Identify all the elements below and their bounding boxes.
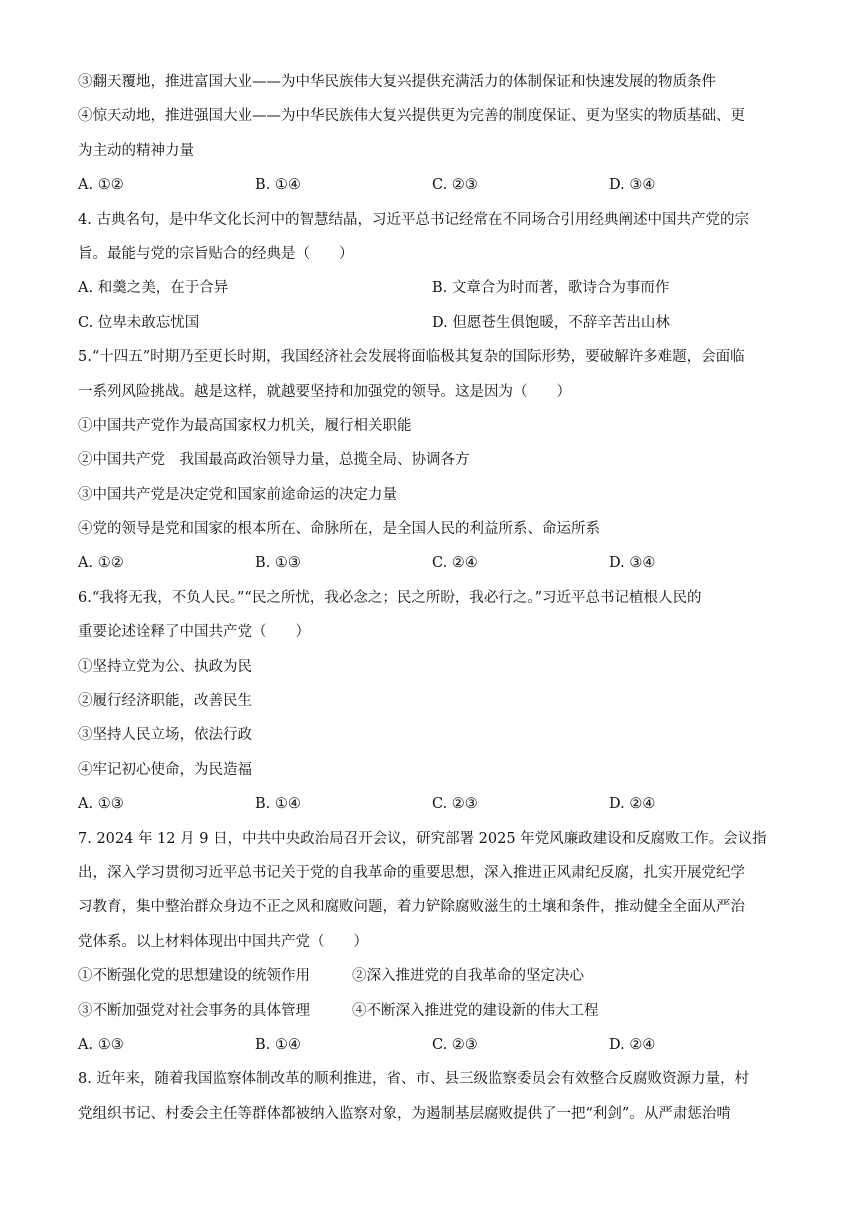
q3-option-a[interactable]: A. ①② <box>78 177 124 194</box>
q5-option-c[interactable]: C. ②④ <box>432 555 478 572</box>
q7-stem-cont-2: 习教育，集中整治群众身边不正之风和腐败问题，着力铲除腐败滋生的土壤和条件，推动健全全面从严治 <box>78 899 745 916</box>
q7-options <box>78 1033 786 1067</box>
q7-statement-3: ③不断加强党对社会事务的具体管理 <box>78 1002 310 1019</box>
q3-option-c[interactable]: C. ②③ <box>432 177 478 194</box>
q6-stem-cont: 重要论述诠释了中国共产党（ ） <box>78 624 310 641</box>
q5-statement-3: ③中国共产党是决定党和国家前途命运的决定力量 <box>78 486 397 503</box>
q3-options <box>78 173 786 207</box>
q6-statement-3: ③坚持人民立场，依法行政 <box>78 727 252 744</box>
q4-stem-cont: 旨。最能与党的宗旨贴合的经典是（ ） <box>78 245 354 262</box>
q3-option-b[interactable]: B. ①④ <box>255 177 301 194</box>
q5-stem-cont: 一系列风险挑战。越是这样，就越要坚持和加强党的领导。这是因为（ ） <box>78 383 571 400</box>
q5-statement-1: ①中国共产党作为最高国家权力机关，履行相关职能 <box>78 417 412 434</box>
q7-option-c[interactable]: C. ②③ <box>432 1036 478 1053</box>
q5-option-d[interactable]: D. ③④ <box>609 555 656 572</box>
q6-option-a[interactable]: A. ①③ <box>78 796 124 813</box>
q7-statement-4: ④不断深入推进党的建设新的伟大工程 <box>352 1002 599 1019</box>
q4-options-row1 <box>78 276 786 310</box>
q5-statement-4: ④党的领导是党和国家的根本所在、命脉所在，是全国人民的利益所系、命运所系 <box>78 521 600 538</box>
q6-statement-1: ①坚持立党为公、执政为民 <box>78 658 252 675</box>
q5-options <box>78 551 786 585</box>
q6-option-c[interactable]: C. ②③ <box>432 796 478 813</box>
q6-stem: 6.“我将无我，不负人民。”“民之所忧，我必念之；民之所盼，我必行之。”习近平总书记植根人民的 <box>78 589 702 606</box>
q6-option-b[interactable]: B. ①④ <box>255 796 301 813</box>
q6-option-d[interactable]: D. ②④ <box>609 796 656 813</box>
q4-option-c[interactable]: C. 位卑未敢忘忧国 <box>78 314 200 331</box>
q5-statement-2: ②中国共产党 我国最高政治领导力量，总揽全局、协调各方 <box>78 452 470 469</box>
exam-page <box>78 70 786 1136</box>
q3-statement-4-cont: 为主动的精神力量 <box>78 142 194 159</box>
q8-stem: 8. 近年来，随着我国监察体制改革的顺利推进，省、市、县三级监察委员会有效整合反腐败资源力量，村 <box>78 1071 749 1088</box>
q7-option-a[interactable]: A. ①③ <box>78 1036 124 1053</box>
q4-option-b[interactable]: B. 文章合为时而著，歌诗合为事而作 <box>432 280 670 297</box>
q5-option-b[interactable]: B. ①③ <box>255 555 301 572</box>
q3-option-d[interactable]: D. ③④ <box>609 177 656 194</box>
q7-statements-row1 <box>78 964 786 998</box>
q6-options <box>78 792 786 826</box>
q3-statement-3: ③翻天覆地，推进富国大业——为中华民族伟大复兴提供充满活力的体制保证和快速发展的物质条件 <box>78 74 716 90</box>
q6-statement-4: ④牢记初心使命，为民造福 <box>78 761 252 778</box>
q7-option-b[interactable]: B. ①④ <box>255 1036 301 1053</box>
q4-option-a[interactable]: A. 和羹之美，在于合异 <box>78 280 229 297</box>
q6-statement-2: ②履行经济职能，改善民生 <box>78 693 252 710</box>
q7-statement-1: ①不断强化党的思想建设的统领作用 <box>78 968 310 985</box>
q4-option-d[interactable]: D. 但愿苍生俱饱暖，不辞辛苦出山林 <box>432 314 670 331</box>
q5-stem: 5.“十四五”时期乃至更长时期，我国经济社会发展将面临极其复杂的国际形势，要破解许多难题，会面临 <box>78 349 745 366</box>
q4-options-row2 <box>78 311 786 345</box>
q7-statement-2: ②深入推进党的自我革命的坚定决心 <box>352 968 584 985</box>
q4-stem: 4. 古典名句，是中华文化长河中的智慧结晶，习近平总书记经常在不同场合引用经典阐述中国共产党的宗 <box>78 211 749 228</box>
q7-stem-cont-3: 党体系。以上材料体现出中国共产党（ ） <box>78 933 368 950</box>
q5-option-a[interactable]: A. ①② <box>78 555 124 572</box>
q8-stem-cont: 党组织书记、村委会主任等群体都被纳入监察对象，为遏制基层腐败提供了一把“利剑”。从严肃惩治啃 <box>78 1105 731 1122</box>
q7-option-d[interactable]: D. ②④ <box>609 1036 656 1053</box>
q3-statement-4: ④惊天动地，推进强国大业——为中华民族伟大复兴提供更为完善的制度保证、更为坚实的物质基础、更 <box>78 108 745 125</box>
q7-statements-row2 <box>78 999 786 1033</box>
q7-stem-cont-1: 出，深入学习贯彻习近平总书记关于党的自我革命的重要思想，深入推进正风肃纪反腐，扎实开展党纪学 <box>78 864 745 881</box>
q7-stem: 7. 2024 年 12 月 9 日，中共中央政治局召开会议，研究部署 2025 年党风廉政建设和反腐败工作。会议指 <box>78 830 767 847</box>
